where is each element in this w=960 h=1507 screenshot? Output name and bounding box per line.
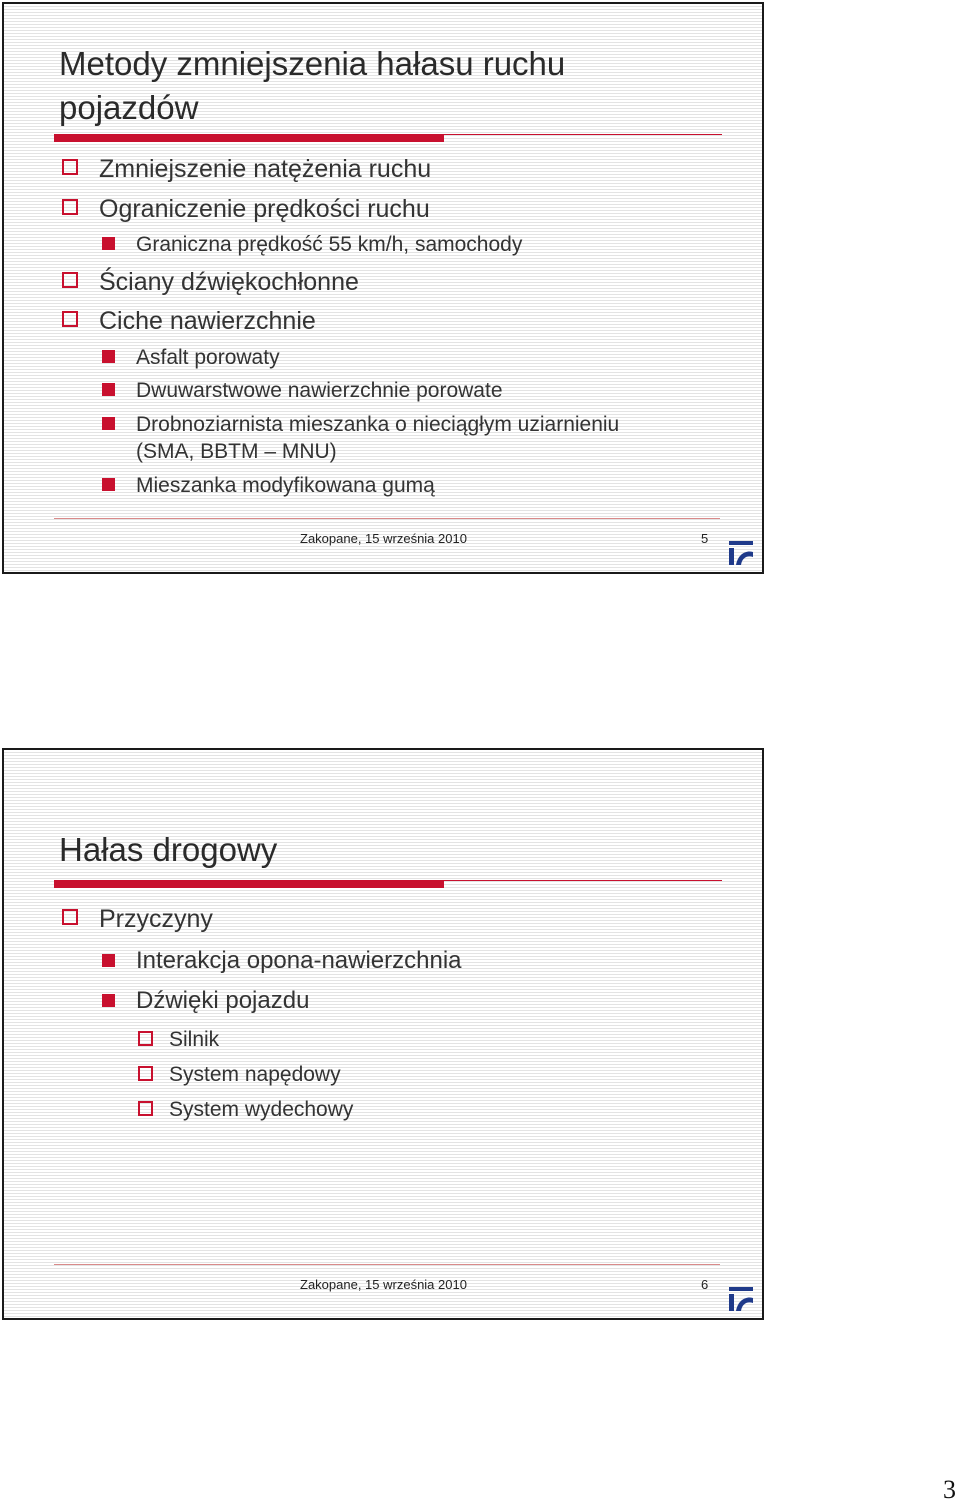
filled-square-bullet-icon [102,478,115,491]
slide-number: 5 [701,531,709,546]
filled-square-bullet-icon [102,383,115,396]
institute-logo-icon [728,540,754,566]
slide-5: Metody zmniejszenia hałasu ruchu pojazdów Zmniejszenie natężenia ruchu Ograniczenie prędkości ruchu Graniczna prędkość 55 km/h, samochody Ściany dźwiękochłonne Ciche nawierzchnie Asfalt porowaty Dwuwarstwowe nawierzchnie porowate Drobnoziarnista mieszanka o nieciągłym uziarnieniu (SMA, BBTM – MNU) Mieszanka modyfikowana gumą Zakopane, 15 września 2010 5 [2,2,764,574]
filled-square-bullet-icon [102,954,115,967]
hollow-square-bullet-icon [62,159,78,175]
hollow-square-bullet-icon [62,272,78,288]
footer-text: Zakopane, 15 września 2010 [300,1277,467,1292]
slide-title: Metody zmniejszenia hałasu ruchu pojazdów [59,45,566,126]
title-underline-thin [444,880,722,881]
footer-text: Zakopane, 15 września 2010 [300,531,467,546]
slide-number: 6 [701,1277,709,1292]
footer-rule [54,518,720,519]
slide-title: Hałas drogowy [59,831,278,868]
page-number: 3 [943,1475,956,1504]
filled-square-bullet-icon [102,237,115,250]
hollow-square-bullet-icon [138,1066,153,1081]
title-underline [54,134,444,142]
hollow-square-bullet-icon [138,1031,153,1046]
institute-logo-icon [728,1286,754,1312]
hollow-square-bullet-icon [62,909,78,925]
hollow-square-bullet-icon [62,311,78,327]
filled-square-bullet-icon [102,417,115,430]
slide-6: Hałas drogowy Przyczyny Interakcja opona-nawierzchnia Dźwięki pojazdu Silnik System napędowy System wydechowy Zakopane, 15 września 2010 6 [2,748,764,1320]
hollow-square-bullet-icon [62,199,78,215]
title-underline-thin [444,134,722,135]
filled-square-bullet-icon [102,994,115,1007]
footer-rule [54,1264,720,1265]
hollow-square-bullet-icon [138,1101,153,1116]
title-underline [54,880,444,888]
filled-square-bullet-icon [102,350,115,363]
